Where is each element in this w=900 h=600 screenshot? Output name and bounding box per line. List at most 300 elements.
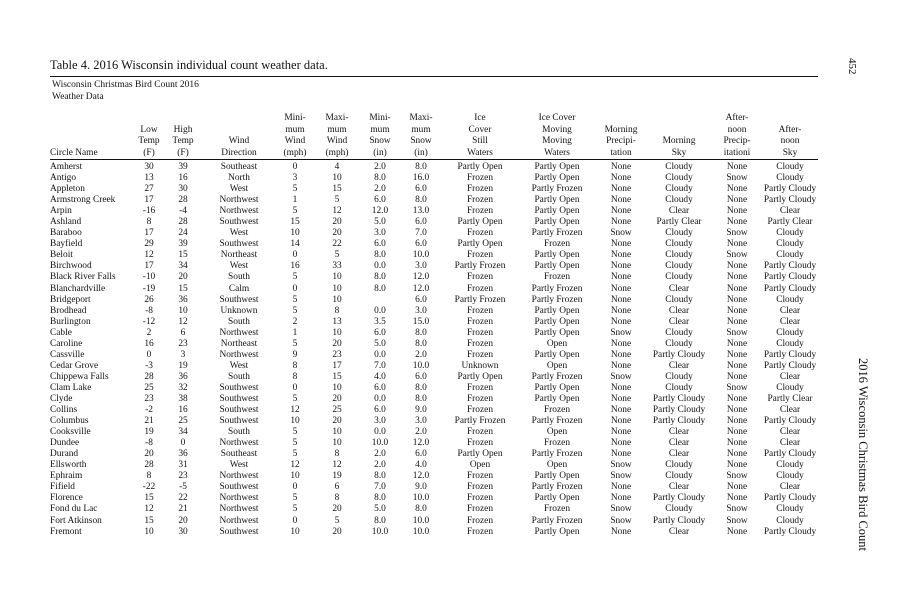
- table-cell: None: [610, 405, 632, 416]
- column-header-line: Low: [140, 124, 158, 135]
- table-cell: None: [726, 416, 748, 427]
- table-cell: 8: [146, 471, 152, 482]
- table-cell: Snow: [726, 515, 748, 526]
- table-cell: Partly Open: [534, 382, 580, 393]
- table-row: [50, 328, 818, 339]
- table-cell: 9.0: [415, 405, 427, 416]
- circle-name-cell: Cedar Grove: [50, 360, 99, 371]
- table-cell: None: [726, 316, 748, 327]
- table-cell: Partly Cloudy: [652, 515, 706, 526]
- table-cell: Snow: [610, 327, 632, 338]
- table-cell: Partly Frozen: [531, 515, 583, 526]
- table-cell: 8.0: [374, 250, 386, 261]
- table-cell: Snow: [726, 471, 748, 482]
- table-row: [50, 383, 818, 394]
- table-cell: 34: [178, 427, 188, 438]
- table-row: [50, 504, 818, 515]
- table-cell: Partly Open: [457, 162, 503, 172]
- table-cell: 5: [292, 184, 298, 195]
- table-cell: Snow: [726, 250, 748, 261]
- table-row: [50, 195, 818, 206]
- circle-name-cell: Amherst: [50, 162, 83, 172]
- table-cell: Partly Open: [534, 261, 580, 272]
- table-row: [50, 284, 818, 295]
- table-cell: Frozen: [466, 482, 494, 493]
- column-header-line: mum: [411, 124, 431, 135]
- table-cell: Frozen: [466, 338, 494, 349]
- table-cell: None: [726, 449, 748, 460]
- table-cell: 10: [144, 526, 154, 537]
- column-header: [202, 113, 276, 160]
- table-cell: 0.0: [374, 393, 386, 404]
- table-cell: Frozen: [466, 195, 494, 206]
- table-subtitle: Wisconsin Christmas Bird Count 2016: [52, 80, 199, 90]
- table-cell: 27: [144, 184, 154, 195]
- table-cell: Partly Cloudy: [652, 493, 706, 504]
- column-header-line: noon: [780, 136, 800, 146]
- table-cell: Unknown: [220, 305, 258, 316]
- table-cell: Frozen: [466, 382, 494, 393]
- table-header-row: [50, 113, 818, 160]
- circle-name-cell: Durand: [50, 449, 79, 460]
- table-cell: Frozen: [466, 283, 494, 294]
- table-cell: 32: [178, 382, 188, 393]
- table-cell: Frozen: [466, 272, 494, 283]
- table-cell: Frozen: [543, 438, 571, 449]
- table-cell: None: [726, 438, 748, 449]
- table-cell: South: [228, 316, 250, 327]
- column-header-line: Precip-: [723, 136, 751, 146]
- column-header-line: (F): [143, 147, 155, 158]
- table-row: [50, 416, 818, 427]
- table-cell: Snow: [726, 228, 748, 239]
- table-cell: 16: [144, 338, 154, 349]
- table-cell: 6.0: [415, 217, 427, 228]
- table-cell: -2: [145, 405, 153, 416]
- table-cell: 10.0: [412, 515, 430, 526]
- circle-name-cell: Armstrong Creek: [50, 195, 116, 206]
- table-cell: Partly Cloudy: [763, 493, 817, 504]
- table-cell: Cloudy: [665, 195, 693, 206]
- table-cell: Northwest: [219, 493, 259, 504]
- table-cell: 8.0: [415, 393, 427, 404]
- circle-name-cell: Fond du Lac: [50, 504, 98, 515]
- table-row: [50, 460, 818, 471]
- table-cell: 16: [178, 405, 188, 416]
- table-cell: Cloudy: [665, 294, 693, 305]
- table-cell: 3.0: [415, 416, 427, 427]
- table-row: [50, 272, 818, 283]
- table-cell: None: [610, 294, 632, 305]
- table-cell: 24: [178, 228, 188, 239]
- table-cell: Frozen: [466, 250, 494, 261]
- table-body: [50, 160, 818, 538]
- column-header-line: mum: [327, 124, 347, 135]
- table-cell: Partly Open: [457, 239, 503, 250]
- table-cell: Cloudy: [776, 338, 804, 349]
- table-cell: 5: [292, 504, 298, 515]
- table-cell: Southwest: [219, 239, 259, 250]
- table-cell: 15: [178, 250, 188, 261]
- table-cell: Snow: [726, 382, 748, 393]
- table-cell: 10: [332, 382, 342, 393]
- table-cell: Partly Cloudy: [763, 360, 817, 371]
- table-cell: Northwest: [219, 327, 259, 338]
- table-cell: 10.0: [412, 360, 430, 371]
- circle-name-cell: Columbus: [50, 416, 89, 427]
- column-header-line: Wind: [284, 136, 306, 146]
- table-cell: 6.0: [415, 184, 427, 195]
- table-cell: 10: [332, 272, 342, 283]
- table-cell: Partly Cloudy: [763, 416, 817, 427]
- table-cell: Cloudy: [776, 239, 804, 250]
- table-cell: 14: [290, 239, 300, 250]
- column-header: [400, 113, 442, 160]
- table-cell: 12: [178, 316, 188, 327]
- table-cell: Partly Open: [457, 449, 503, 460]
- table-cell: 20: [332, 338, 342, 349]
- table-cell: Clear: [668, 482, 690, 493]
- circle-name-cell: Fifield: [50, 482, 75, 493]
- table-cell: Clear: [668, 526, 690, 537]
- table-cell: 2.0: [374, 460, 386, 471]
- table-cell: Northeast: [220, 338, 258, 349]
- table-cell: South: [228, 272, 250, 283]
- table-row: [50, 295, 818, 306]
- column-header-line: After-: [778, 124, 802, 135]
- table-cell: Cloudy: [776, 228, 804, 239]
- table-cell: 20: [332, 393, 342, 404]
- table-cell: None: [726, 195, 748, 206]
- table-cell: None: [726, 162, 748, 172]
- table-cell: 20: [332, 228, 342, 239]
- table-cell: None: [726, 294, 748, 305]
- table-cell: Frozen: [466, 493, 494, 504]
- column-header-line: Ice: [474, 113, 486, 123]
- table-cell: 15.0: [412, 316, 430, 327]
- table-cell: Cloudy: [776, 504, 804, 515]
- table-cell: 13: [332, 316, 342, 327]
- table-cell: Southwest: [219, 482, 259, 493]
- circle-name-cell: Chippewa Falls: [50, 371, 109, 382]
- table-row: [50, 527, 818, 538]
- table-cell: 10: [332, 173, 342, 184]
- table-cell: 8.0: [374, 283, 386, 294]
- table-cell: 29: [144, 239, 154, 250]
- column-header: [134, 113, 164, 160]
- column-header-line: Mini-: [369, 113, 391, 123]
- table-cell: 28: [178, 195, 188, 206]
- table-cell: Southwest: [219, 217, 259, 228]
- table-cell: 12.0: [412, 283, 430, 294]
- table-cell: 5.0: [374, 217, 386, 228]
- table-cell: 20: [332, 217, 342, 228]
- table-cell: Frozen: [466, 349, 494, 360]
- table-cell: Open: [469, 460, 491, 471]
- table-cell: Partly Open: [534, 316, 580, 327]
- table-cell: 8.0: [415, 504, 427, 515]
- table-cell: Calm: [228, 283, 250, 294]
- table-cell: None: [610, 449, 632, 460]
- column-header: [762, 113, 818, 160]
- table-cell: Cloudy: [665, 261, 693, 272]
- table-cell: 12: [290, 460, 300, 471]
- table-cell: 13.0: [412, 206, 430, 217]
- table-cell: Partly Cloudy: [763, 349, 817, 360]
- table-cell: Frozen: [543, 239, 571, 250]
- table-cell: Partly Open: [534, 250, 580, 261]
- table-row: [50, 482, 818, 493]
- table-cell: 10.0: [412, 526, 430, 537]
- table-cell: Partly Open: [457, 217, 503, 228]
- table-cell: Clear: [668, 427, 690, 438]
- table-cell: 17: [332, 360, 342, 371]
- table-cell: 36: [178, 449, 188, 460]
- table-row: [50, 493, 818, 504]
- table-cell: None: [610, 349, 632, 360]
- table-cell: Cloudy: [776, 382, 804, 393]
- table-cell: 1: [292, 327, 298, 338]
- table-cell: Partly Open: [534, 526, 580, 537]
- table-cell: 19: [332, 471, 342, 482]
- circle-name-cell: Cassville: [50, 349, 85, 360]
- table-cell: None: [726, 184, 748, 195]
- table-cell: Partly Open: [534, 305, 580, 316]
- table-cell: South: [228, 371, 250, 382]
- table-cell: 28: [144, 460, 154, 471]
- table-cell: 10: [290, 416, 300, 427]
- table-cell: Partly Cloudy: [652, 393, 706, 404]
- table-cell: 22: [178, 493, 188, 504]
- table-cell: Partly Frozen: [531, 449, 583, 460]
- table-cell: 5: [292, 438, 298, 449]
- table-cell: Northwest: [219, 471, 259, 482]
- table-cell: Cloudy: [665, 382, 693, 393]
- table-cell: Cloudy: [776, 294, 804, 305]
- table-row: [50, 317, 818, 328]
- table-cell: [360, 295, 400, 306]
- circle-name-cell: Cable: [50, 327, 72, 338]
- table-cell: 5: [292, 393, 298, 404]
- table-cell: Frozen: [543, 272, 571, 283]
- table-cell: 12: [332, 206, 342, 217]
- table-cell: 7.0: [415, 228, 427, 239]
- column-header-line: Direction: [221, 147, 257, 158]
- table-cell: 25: [332, 405, 342, 416]
- table-cell: 6.0: [415, 449, 427, 460]
- table-cell: 8.0: [415, 195, 427, 206]
- table-cell: None: [610, 305, 632, 316]
- table-cell: 6: [180, 327, 186, 338]
- table-cell: Cloudy: [665, 460, 693, 471]
- column-header: [596, 113, 646, 160]
- table-cell: 2.0: [374, 184, 386, 195]
- table-cell: 12.0: [412, 438, 430, 449]
- table-cell: Southwest: [219, 294, 259, 305]
- circle-name-cell: Fort Atkinson: [50, 515, 102, 526]
- table-cell: 25: [144, 382, 154, 393]
- circle-name-cell: Ephraim: [50, 471, 83, 482]
- table-cell: -19: [142, 283, 156, 294]
- table-cell: Snow: [610, 371, 632, 382]
- table-row: [50, 206, 818, 217]
- table-cell: 8: [334, 305, 340, 316]
- column-header-line: Morning: [604, 124, 638, 135]
- table-cell: None: [610, 206, 632, 217]
- table-cell: 12: [144, 504, 154, 515]
- table-cell: 10: [332, 427, 342, 438]
- table-cell: Snow: [610, 515, 632, 526]
- table-cell: 2: [292, 316, 298, 327]
- table-cell: Cloudy: [776, 515, 804, 526]
- table-cell: 0: [292, 482, 298, 493]
- table-cell: Clear: [779, 305, 801, 316]
- circle-name-cell: Clam Lake: [50, 382, 92, 393]
- table-row: [50, 160, 818, 174]
- table-subtitle-2: Weather Data: [52, 92, 104, 102]
- table-cell: Cloudy: [665, 239, 693, 250]
- table-cell: Frozen: [466, 405, 494, 416]
- circle-name-cell: Clyde: [50, 393, 73, 404]
- table-cell: None: [610, 416, 632, 427]
- column-header-line: (in): [373, 147, 387, 158]
- table-cell: 10.0: [412, 250, 430, 261]
- table-cell: Partly Open: [534, 173, 580, 184]
- table-cell: 33: [332, 261, 342, 272]
- table-cell: Partly Open: [534, 471, 580, 482]
- table-cell: 20: [144, 449, 154, 460]
- circle-name-cell: Blanchardville: [50, 283, 106, 294]
- table-cell: 19: [144, 427, 154, 438]
- table-cell: Frozen: [466, 184, 494, 195]
- table-cell: Partly Open: [534, 349, 580, 360]
- table-cell: 10.0: [371, 438, 389, 449]
- table-cell: 6: [334, 482, 340, 493]
- table-cell: 0: [292, 162, 298, 172]
- table-cell: North: [228, 173, 250, 184]
- table-cell: None: [610, 272, 632, 283]
- table-row: [50, 228, 818, 239]
- column-header: [442, 113, 518, 160]
- column-header-line: Maxi-: [325, 113, 349, 123]
- table-cell: Northwest: [219, 515, 259, 526]
- table-cell: 0: [292, 283, 298, 294]
- column-header-line: (in): [414, 147, 428, 158]
- table-cell: Partly Cloudy: [763, 184, 817, 195]
- column-header: [712, 113, 762, 160]
- column-header-line: noon: [727, 124, 747, 135]
- column-header-line: Cover: [468, 124, 492, 135]
- table-cell: 8.0: [374, 471, 386, 482]
- table-cell: 15: [144, 493, 154, 504]
- table-cell: Cloudy: [665, 184, 693, 195]
- table-cell: None: [610, 493, 632, 504]
- table-cell: 5: [292, 493, 298, 504]
- table-cell: 2.0: [374, 449, 386, 460]
- column-header: [314, 113, 360, 160]
- table-row: [50, 250, 818, 261]
- table-cell: Cloudy: [665, 272, 693, 283]
- table-cell: Partly Frozen: [531, 371, 583, 382]
- table-cell: Cloudy: [776, 327, 804, 338]
- table-cell: Clear: [779, 438, 801, 449]
- table-cell: 9: [292, 349, 298, 360]
- table-cell: Partly Cloudy: [652, 405, 706, 416]
- table-cell: Cloudy: [776, 471, 804, 482]
- table-cell: Northwest: [219, 438, 259, 449]
- table-cell: Southwest: [219, 382, 259, 393]
- table-cell: Partly Frozen: [531, 228, 583, 239]
- table-cell: 34: [178, 261, 188, 272]
- table-cell: 6.0: [415, 294, 427, 305]
- table-cell: Cloudy: [776, 460, 804, 471]
- table-cell: Southwest: [219, 416, 259, 427]
- column-header-line: mum: [370, 124, 390, 135]
- table-cell: Partly Cloudy: [763, 261, 817, 272]
- table-row: [50, 438, 818, 449]
- table-cell: 20: [178, 515, 188, 526]
- table-cell: None: [610, 338, 632, 349]
- table-cell: 20: [332, 504, 342, 515]
- table-cell: 16: [178, 173, 188, 184]
- table-cell: 8.0: [415, 327, 427, 338]
- table-cell: Cloudy: [776, 173, 804, 184]
- table-row: [50, 217, 818, 228]
- table-cell: 10: [332, 283, 342, 294]
- column-header-line: After-: [725, 113, 749, 123]
- table-cell: 12.0: [412, 272, 430, 283]
- table-cell: 5: [334, 250, 340, 261]
- column-header: [646, 113, 712, 160]
- table-cell: 20: [332, 416, 342, 427]
- table-cell: 5: [292, 427, 298, 438]
- column-header: [164, 113, 202, 160]
- column-header-line: Ice Cover: [538, 113, 576, 123]
- table-cell: 5: [292, 294, 298, 305]
- table-cell: None: [726, 272, 748, 283]
- table-cell: Partly Cloudy: [652, 416, 706, 427]
- table-cell: 8.0: [374, 493, 386, 504]
- table-cell: 10: [290, 526, 300, 537]
- table-cell: Cloudy: [665, 327, 693, 338]
- table-cell: Cloudy: [665, 371, 693, 382]
- table-cell: 0.0: [374, 305, 386, 316]
- table-cell: Cloudy: [665, 250, 693, 261]
- table-cell: Cloudy: [776, 162, 804, 172]
- table-cell: None: [610, 360, 632, 371]
- table-cell: 8: [334, 493, 340, 504]
- running-head: 2016 Wisconsin Christmas Bird Count: [856, 358, 870, 552]
- table-cell: 0: [180, 438, 186, 449]
- table-cell: West: [229, 360, 249, 371]
- table-cell: None: [610, 261, 632, 272]
- table-cell: None: [610, 217, 632, 228]
- table-cell: 12.0: [412, 471, 430, 482]
- table-cell: 9.0: [415, 482, 427, 493]
- table-cell: Partly Clear: [767, 217, 813, 228]
- circle-name-cell: Ashland: [50, 217, 82, 228]
- table-cell: None: [726, 371, 748, 382]
- table-cell: Cloudy: [665, 162, 693, 172]
- table-cell: Frozen: [466, 327, 494, 338]
- table-cell: None: [726, 283, 748, 294]
- table-cell: 16.0: [412, 173, 430, 184]
- table-cell: Partly Frozen: [454, 294, 506, 305]
- table-cell: 26: [144, 294, 154, 305]
- column-header-line: Snow: [410, 136, 432, 146]
- table-cell: 8: [334, 449, 340, 460]
- table-cell: Frozen: [466, 206, 494, 217]
